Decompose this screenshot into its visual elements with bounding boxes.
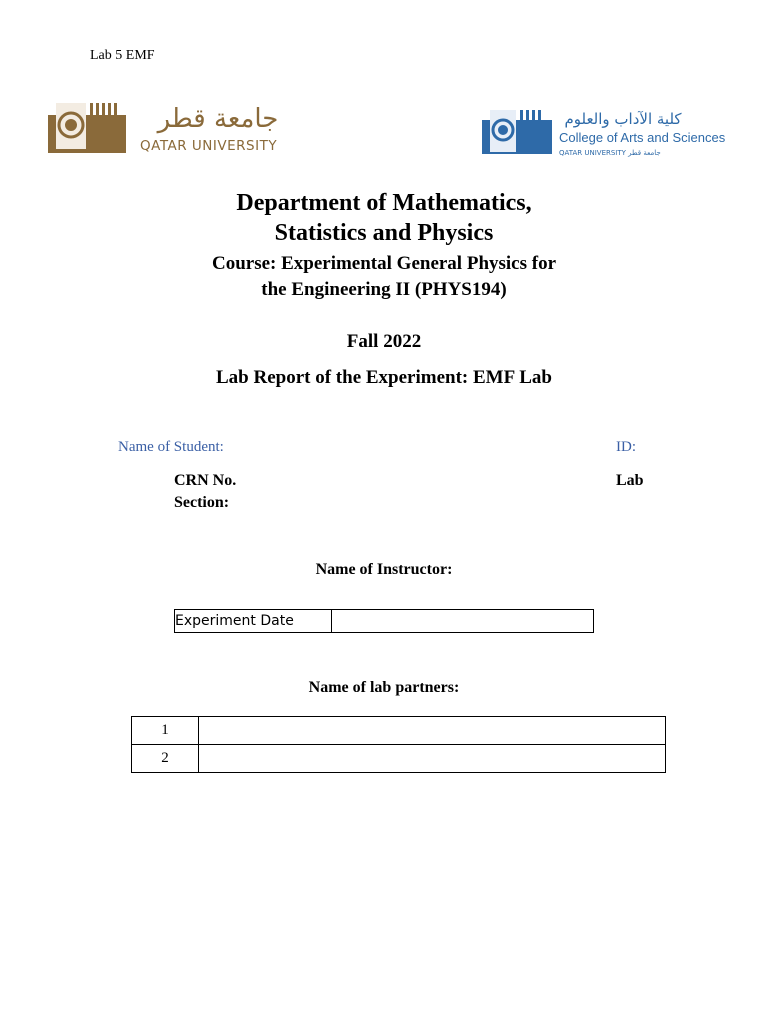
partner-name-field[interactable] <box>199 717 666 745</box>
department-title <box>0 188 768 248</box>
table-row <box>132 745 666 773</box>
course-line-2: the Engineering II (PHYS194) <box>261 279 507 300</box>
instructor-label: Name of Instructor: <box>315 561 453 578</box>
cas-english-text: College of Arts and Sciences <box>559 130 726 145</box>
lab-partners-table <box>131 716 666 773</box>
section-label: Section: <box>174 494 230 511</box>
experiment-date-field[interactable] <box>332 610 594 633</box>
qu-arabic-text: جامعة قطر <box>157 104 279 134</box>
page-header: Lab 5 EMF <box>90 48 155 63</box>
department-line-1: Department of Mathematics, <box>236 190 532 216</box>
course-line-1: Course: Experimental General Physics for <box>211 253 557 274</box>
department-line-2: Statistics and Physics <box>274 220 494 246</box>
student-name-label: Name of Student: <box>118 439 224 455</box>
lab-label: Lab <box>616 472 644 489</box>
college-of-arts-and-sciences-logo <box>482 106 726 158</box>
cas-arabic-text: كلية الآداب والعلوم <box>564 110 682 128</box>
student-id-label: ID: <box>616 439 636 455</box>
course-title <box>0 251 768 303</box>
experiment-date-table <box>174 609 594 633</box>
crn-label: CRN No. <box>174 472 237 489</box>
qu-english-text: QATAR UNIVERSITY <box>140 138 278 154</box>
partner-name-field[interactable] <box>199 745 666 773</box>
term-label: Fall 2022 <box>346 331 422 352</box>
report-title: Lab Report of the Experiment: EMF Lab <box>216 367 552 388</box>
partner-number: 1 <box>132 717 199 745</box>
table-row <box>132 717 666 745</box>
qatar-university-logo <box>48 97 300 155</box>
experiment-date-label: Experiment Date <box>175 610 332 633</box>
partner-number: 2 <box>132 745 199 773</box>
cas-sub-text: QATAR UNIVERSITY جامعة قطر <box>559 149 661 157</box>
lab-partners-label: Name of lab partners: <box>308 679 460 696</box>
